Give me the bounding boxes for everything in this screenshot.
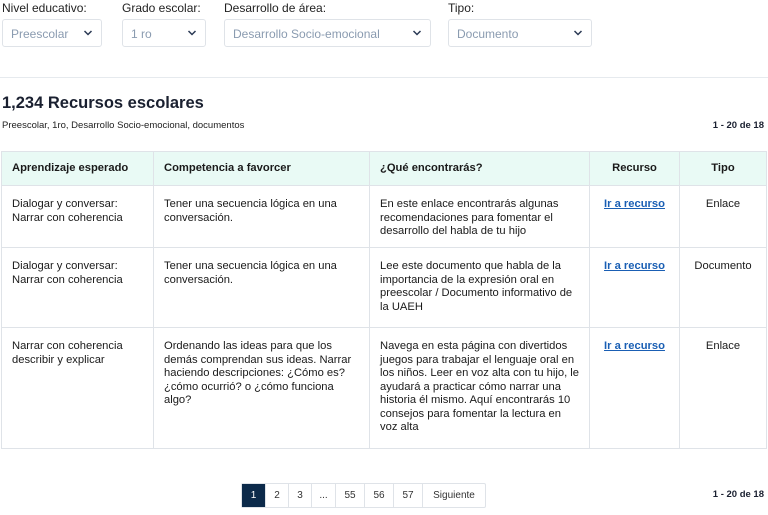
filter-label-desarrollo: Desarrollo de área: (224, 1, 327, 15)
cell-tipo: Documento (680, 248, 767, 328)
next-page-button[interactable]: Siguiente (433, 490, 475, 501)
page-button-3[interactable]: 3 (289, 484, 312, 507)
desarrollo-area-value: Desarrollo Socio-emocional (233, 27, 380, 41)
page-button-1[interactable]: 1 (242, 484, 266, 507)
desarrollo-area-select[interactable] (224, 19, 431, 47)
table-row (2, 328, 767, 449)
pagination (241, 483, 486, 508)
header-tipo: Tipo (680, 152, 767, 186)
cell-competencia: Tener una secuencia lógica en una conversación. (154, 186, 370, 248)
resources-table (1, 151, 767, 449)
filter-label-grado: Grado escolar: (122, 1, 201, 15)
cell-aprendizaje: Dialogar y conversar: Narrar con coherencia (2, 248, 154, 328)
chevron-down-icon (573, 29, 583, 37)
table-row (2, 248, 767, 328)
cell-competencia: Tener una secuencia lógica en una conversación. (154, 248, 370, 328)
results-title: 1,234 Recursos escolares (2, 94, 204, 112)
page-button-57[interactable]: 57 (394, 484, 423, 507)
header-recurso: Recurso (590, 152, 680, 186)
cell-aprendizaje: Narrar con coherencia describir y explicar (2, 328, 154, 449)
cell-competencia: Ordenando las ideas para que los demás comprendan sus ideas. Narrar haciendo descripciones: ¿Cómo es? ¿cómo ocurrió? o ¿cómo funciona algo? (154, 328, 370, 449)
filter-bar (0, 0, 768, 78)
header-aprendizaje: Aprendizaje esperado (2, 152, 154, 186)
nivel-educativo-select[interactable] (2, 19, 102, 47)
cell-tipo: Enlace (680, 328, 767, 449)
tipo-value: Documento (457, 27, 519, 41)
cell-recurso (590, 328, 680, 449)
page-button-55[interactable]: 55 (336, 484, 365, 507)
ir-a-recurso-link[interactable]: Ir a recurso (604, 340, 665, 352)
header-encontraras: ¿Qué encontrarás? (370, 152, 590, 186)
filter-label-nivel: Nivel educativo: (2, 1, 87, 15)
results-range-top: 1 - 20 de 18 (712, 120, 764, 131)
ir-a-recurso-link[interactable]: Ir a recurso (604, 198, 665, 210)
cell-encontraras: En este enlace encontrarás algunas recomendaciones para fomentar el desarrollo del habla de tu hijo (370, 186, 590, 248)
cell-encontraras: Lee este documento que habla de la importancia de la expresión oral en preescolar / Documento informativo de la UAEH (370, 248, 590, 328)
chevron-down-icon (412, 29, 422, 37)
table-row (2, 186, 767, 248)
grado-escolar-value: 1 ro (131, 27, 152, 41)
table-header-row (2, 152, 767, 186)
header-competencia: Competencia a favorcer (154, 152, 370, 186)
tipo-select[interactable] (448, 19, 592, 47)
grado-escolar-select[interactable] (122, 19, 206, 47)
cell-recurso (590, 248, 680, 328)
page-button-56[interactable]: 56 (365, 484, 394, 507)
chevron-down-icon (187, 29, 197, 37)
cell-aprendizaje: Dialogar y conversar: Narrar con coherencia (2, 186, 154, 248)
chevron-down-icon (83, 29, 93, 37)
page-ellipsis: ... (312, 484, 336, 507)
page-button-2[interactable]: 2 (266, 484, 289, 507)
results-range-bottom: 1 - 20 de 18 (712, 489, 764, 500)
cell-tipo: Enlace (680, 186, 767, 248)
results-subtitle: Preescolar, 1ro, Desarrollo Socio-emocional, documentos (2, 120, 245, 131)
nivel-educativo-value: Preescolar (11, 27, 69, 41)
cell-encontraras: Navega en esta página con divertidos juegos para trabajar el lenguaje oral en los niños. Leer en voz alta con tu hijo, le ayudará a practicar cómo narrar una historia él mismo. Aquí encontrarás 10 consejos para fomentar la lectura en voz alta (370, 328, 590, 449)
ir-a-recurso-link[interactable]: Ir a recurso (604, 260, 665, 272)
cell-recurso (590, 186, 680, 248)
filter-label-tipo: Tipo: (448, 1, 475, 15)
